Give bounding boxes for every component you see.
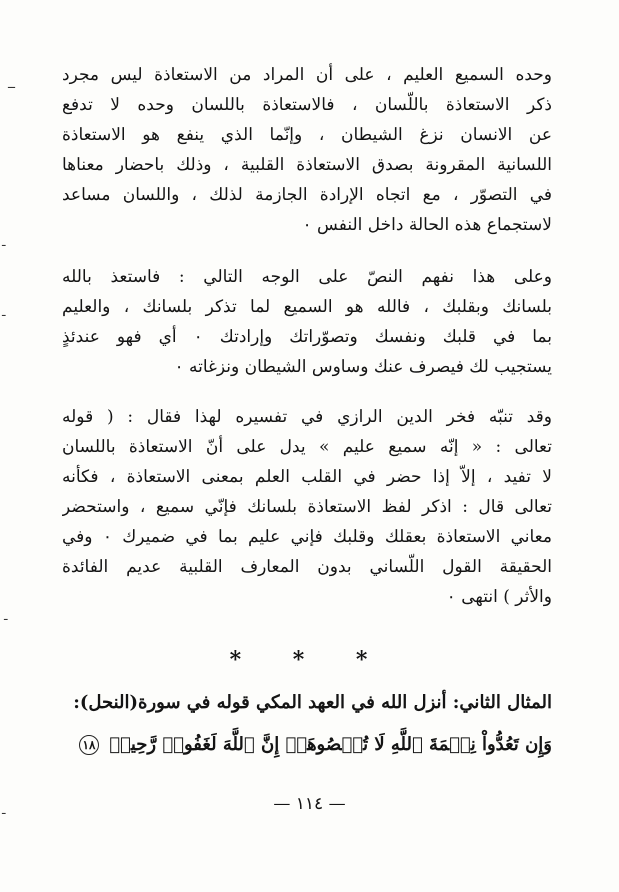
section-separator: * * * bbox=[229, 647, 390, 673]
text-line: وقد تنبّه فخر الدين الرازي في تفسيره لهذا فقال : ( قوله bbox=[62, 407, 552, 427]
paragraph-2 bbox=[62, 262, 552, 382]
text-line: تعالى : « إنّه سميع عليم » يدل على أنّ الاستعاذة باللسان bbox=[62, 437, 552, 457]
text-line: ذكر الاستعاذة باللّسان ، فالاستعاذة باللسان وحده لا تدفع bbox=[62, 95, 552, 115]
margin-mark: ـ bbox=[2, 803, 6, 817]
text-line: اللسانية المقرونة بصدق الاستعاذة القلبية ، وذلك باحضار معناها bbox=[62, 155, 552, 175]
margin-mark: ـ bbox=[2, 235, 6, 249]
text-line: لا تفيد ، إلاّ إذا حضر في القلب العلم بمعنى الاستعاذة ، فكأنه bbox=[62, 467, 552, 487]
text-line: الحقيقة القول اللّساني بدون المعارف القلبية عديم الفائدة bbox=[62, 557, 552, 577]
margin-mark: ـ bbox=[4, 609, 8, 623]
margin-mark: ـ bbox=[2, 305, 6, 319]
paragraph-1 bbox=[62, 60, 552, 240]
text-line: وعلى هذا نفهم النصّ على الوجه التالي : فاستعذ بالله bbox=[62, 267, 552, 287]
text-line: بلسانك وبقلبك ، فالله هو السميع لما تذكر بلسانك ، والعليم bbox=[62, 297, 552, 317]
text-line: في التصوّر ، مع اتجاه الإرادة الجازمة لذلك ، واللسان مساعد bbox=[62, 185, 552, 205]
text-line: يستجيب لك فيصرف عنك وساوس الشيطان ونزغاته ٠ bbox=[174, 357, 552, 377]
example-heading: المثال الثاني: أنزل الله في العهد المكي قوله في سورة(النحل): bbox=[73, 692, 552, 713]
text-line: بما في قلبك ونفسك وتصوّراتك وإرادتك ٠ أي فهو عندئذٍ bbox=[62, 327, 552, 347]
text-line: تعالى قال : اذكر لفظ الاستعاذة بلسانك فإنّي سميع ، واستحضر bbox=[62, 497, 552, 517]
verse-text: وَإِن تَعُدُّواْ نِعۡمَةَ ٱللَّهِ لَا تُحۡصُوهَآۗ إِنَّ ٱللَّهَ لَغَفُورٞ رَّحِيمٞ bbox=[109, 734, 552, 755]
text-line: معاني الاستعاذة بعقلك وقلبك فإني عليم بما في ضميرك ٠ وفي bbox=[62, 527, 552, 547]
text-line: والأثر ) انتهى ٠ bbox=[446, 587, 552, 607]
text-line: لاستجماع هذه الحالة داخل النفس ٠ bbox=[302, 215, 552, 235]
verse-number-badge: ١٨ bbox=[79, 735, 99, 755]
margin-mark: ــ bbox=[8, 77, 16, 91]
quran-verse bbox=[82, 728, 552, 762]
paragraph-3 bbox=[62, 402, 552, 612]
page-number: — ١١٤ — bbox=[273, 794, 346, 814]
text-line: عن الانسان نزغ الشيطان ، وإنّما الذي ينفع هو الاستعاذة bbox=[62, 125, 552, 145]
text-line: وحده السميع العليم ، على أن المراد من الاستعاذة ليس مجرد bbox=[62, 65, 552, 85]
